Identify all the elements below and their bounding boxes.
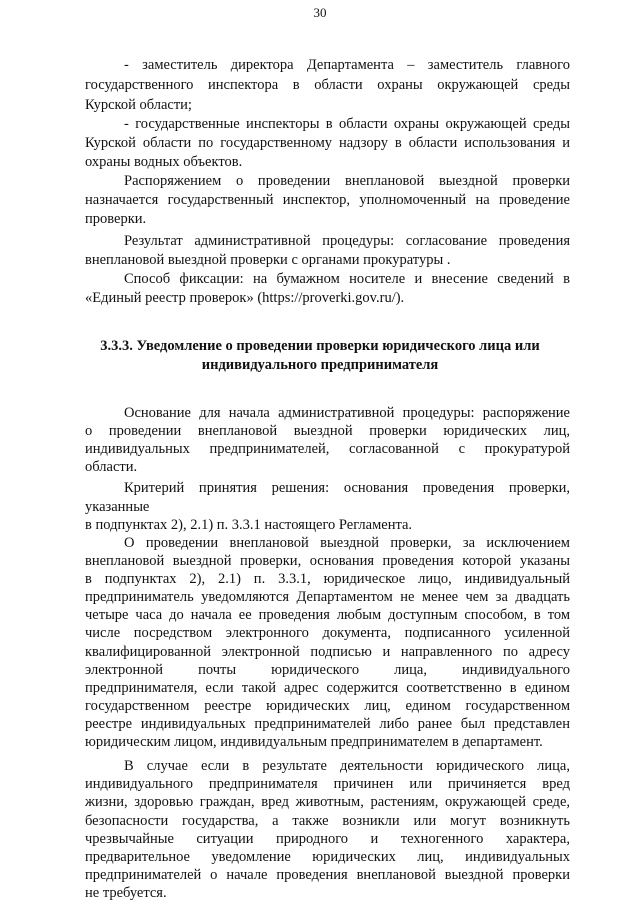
- text-line: проверки.: [85, 211, 147, 227]
- text-line: жизни, здоровью граждан, вред животным, растениям, окружающей среде,: [85, 794, 570, 810]
- text-line: реестре индивидуальных предпринимателей либо ранее был представлен: [85, 716, 570, 732]
- text-line: О проведении внеплановой выездной проверки, за исключением: [124, 535, 570, 551]
- text-line: Курской области;: [85, 97, 192, 113]
- section-heading-continued: индивидуального предпринимателя: [201, 357, 439, 373]
- text-line: внеплановой выездной проверки, основания проведения которой указаны: [85, 553, 570, 569]
- text-line: государственного инспектора в области охраны окружающей среды: [85, 77, 570, 93]
- text-line: индивидуального предпринимателя причинен или причиняется вред: [85, 776, 570, 792]
- section-heading: 3.3.3. Уведомление о проведении проверки юридического лица или: [100, 338, 540, 354]
- text-line: Результат административной процедуры: согласование проведения: [124, 233, 570, 249]
- text-line: не требуется.: [85, 885, 167, 901]
- text-line: Распоряжением о проведении внеплановой выездной проверки: [124, 173, 570, 189]
- text-line: предприниматель уведомляются Департаментом не менее чем за двадцать: [85, 589, 570, 605]
- text-line: электронной почты юридического лица, индивидуального: [85, 662, 570, 678]
- text-line: юридическим лицом, индивидуальным предпринимателем в департамент.: [85, 734, 543, 750]
- text-line: указанные: [85, 499, 150, 515]
- page-number: 30: [313, 5, 327, 20]
- text-line: в подпунктах 2), 2.1) п. 3.3.1 настоящего Регламента.: [85, 517, 413, 533]
- text-line: предпринимателей о начале проведения внеплановой выездной проверки: [85, 867, 570, 883]
- text-line: - государственные инспекторы в области охраны окружающей среды: [124, 116, 570, 132]
- text-line: внеплановой выездной проверки с органами прокуратуры .: [85, 252, 451, 268]
- text-line: Основание для начала административной процедуры: распоряжение: [124, 405, 570, 421]
- text-line: «Единый реестр проверок» (https://proverki.gov.ru/).: [85, 290, 405, 306]
- text-line: числе посредством электронного документа, подписанного усиленной: [85, 625, 570, 641]
- text-line: Способ фиксации: на бумажном носителе и внесение сведений в: [124, 271, 570, 287]
- text-line: - заместитель директора Департамента – заместитель главного: [124, 57, 570, 73]
- text-line: предпринимателя, если такой адрес содержится соответственно в едином: [85, 680, 570, 696]
- text-line: Курской области по государственному надзору в области использования и: [85, 135, 570, 151]
- text-line: о проведении внеплановой выездной проверки юридических лиц,: [85, 423, 570, 439]
- text-line: государственном реестре юридических лиц, едином государственном: [85, 698, 570, 714]
- text-line: предварительное уведомление юридических лиц, индивидуальных: [85, 849, 570, 865]
- text-line: чрезвычайные ситуации природного и техногенного характера,: [85, 831, 570, 847]
- text-line: В случае если в результате деятельности юридического лица,: [124, 758, 570, 774]
- text-line: Критерий принятия решения: основания проведения проверки,: [124, 480, 570, 496]
- text-line: области.: [85, 459, 138, 475]
- text-line: в подпунктах 2), 2.1) п. 3.3.1, юридическое лицо, индивидуальный: [85, 571, 570, 587]
- text-line: квалифицированной электронной подписью и направленного по адресу: [85, 644, 570, 660]
- text-line: индивидуальных предпринимателей, согласованной с прокуратурой: [85, 441, 570, 457]
- text-line: назначается государственный инспектор, уполномоченный на проведение: [85, 192, 570, 208]
- text-line: охраны водных объектов.: [85, 154, 243, 170]
- text-line: четыре часа до начала ее проведения любым доступным способом, в том: [85, 607, 570, 623]
- text-line: безопасности государства, а также возникли или могут возникнуть: [85, 813, 570, 829]
